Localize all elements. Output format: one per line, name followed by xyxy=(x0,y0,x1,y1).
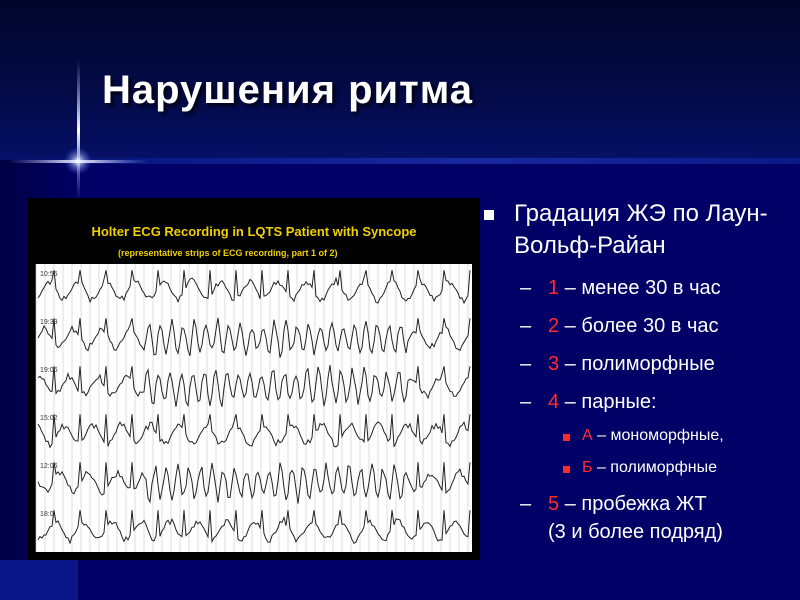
strip-time-label: 12:06 xyxy=(40,463,58,470)
list-item: – 2 – более 30 в час xyxy=(520,315,719,337)
sub-text: – мономорфные, xyxy=(592,427,724,444)
sub-bullet-square-icon xyxy=(563,434,570,441)
grade-text: – полиморфные xyxy=(559,353,715,375)
sub-bullet-square-icon xyxy=(563,466,570,473)
list-item: – 3 – полиморфные xyxy=(520,353,715,375)
sub-list-item xyxy=(484,458,794,478)
sub-text: – полиморфные xyxy=(592,459,717,476)
main-bullet xyxy=(484,198,794,262)
grade-number: 5 xyxy=(548,493,560,515)
bullet-square-icon xyxy=(484,210,494,220)
figure-subheading: (representative strips of ECG recording, part 1 of 2) xyxy=(118,248,338,258)
main-bullet-text: Градация ЖЭ по Лаун-Вольф-Райан xyxy=(514,200,768,259)
ecg-paper xyxy=(36,264,472,552)
slide-title: Нарушения ритма xyxy=(102,68,473,112)
grade-number: 1 xyxy=(548,277,560,299)
strip-time-label: 19:39 xyxy=(40,319,58,326)
sub-list-item xyxy=(484,426,794,446)
grade-number: 2 xyxy=(548,315,560,337)
strip-time-label: 15:02 xyxy=(40,415,58,422)
grade-continuation: (3 и более подряд) xyxy=(548,521,723,543)
strip-time-label: 19:06 xyxy=(40,367,58,374)
ecg-figure xyxy=(28,198,480,560)
grade-text: – парные: xyxy=(559,391,657,413)
grade-text: – пробежка ЖТ xyxy=(559,493,707,515)
corner-block xyxy=(0,560,78,600)
list-item: – 1 – менее 30 в час xyxy=(520,277,721,299)
list-item: – 5 – пробежка ЖТ (3 и более подряд) xyxy=(484,492,794,544)
strip-time-label: 10:55 xyxy=(40,271,58,278)
grade-text: – менее 30 в час xyxy=(559,277,721,299)
figure-heading: Holter ECG Recording in LQTS Patient with Syncope xyxy=(91,224,417,239)
sub-letter: А xyxy=(582,427,593,444)
header-divider xyxy=(0,158,800,164)
sub-letter: Б xyxy=(582,459,593,476)
bullet-list xyxy=(484,198,794,544)
strip-time-label: 18:0 xyxy=(40,511,54,518)
grade-number: 3 xyxy=(548,353,560,375)
list-item: – 4 – парные: xyxy=(520,391,657,413)
grade-text: – более 30 в час xyxy=(559,315,719,337)
grade-number: 4 xyxy=(548,391,560,413)
